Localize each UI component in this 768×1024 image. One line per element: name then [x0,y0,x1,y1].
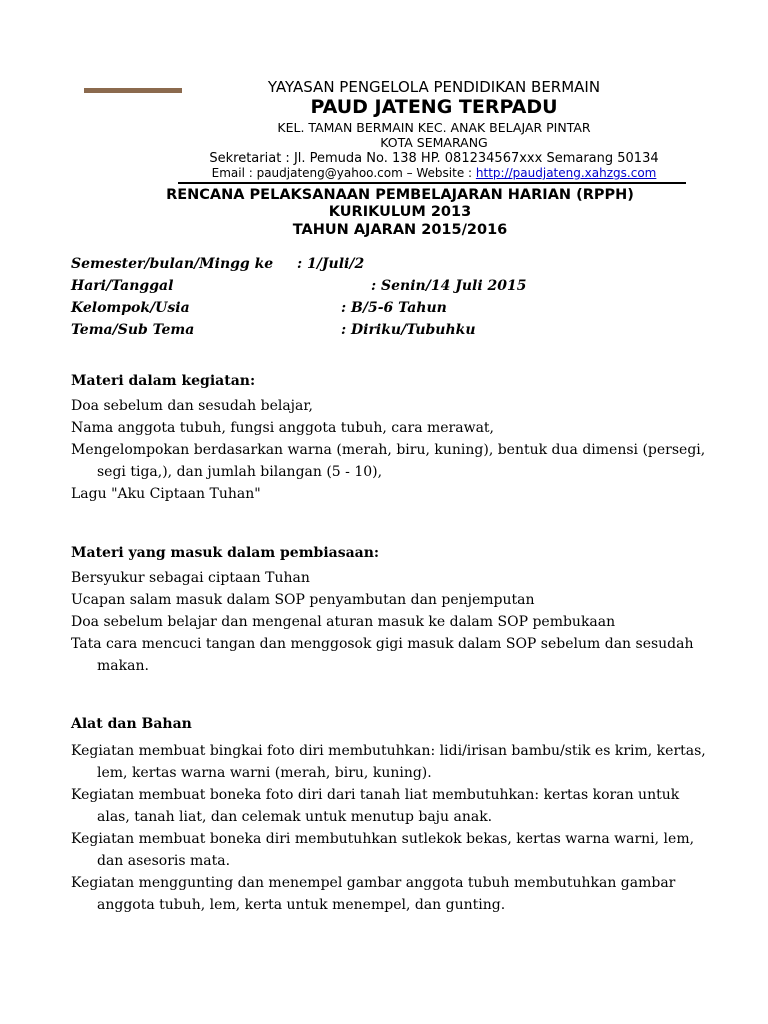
info-value-semester: : 1/Juli/2 [297,256,365,272]
contact-line [0,166,768,180]
list-item: Kegiatan membuat boneka foto diri dari tanah liat membutuhkan: kertas koran untuk alas, tanah liat, dan celemak untuk menutup baju anak. [71,787,680,825]
org-line: YAYASAN PENGELOLA PENDIDIKAN BERMAIN [267,78,601,96]
doc-title: RENCANA PELAKSANAAN PEMBELAJARAN HARIAN (RPPH) [166,187,634,203]
list-item: Kegiatan membuat boneka diri membutuhkan sutlekok bekas, kertas warna warni, lem, dan asesoris mata. [71,831,695,869]
list-item: Doa sebelum belajar dan mengenal aturan masuk ke dalam SOP pembukaan [71,614,616,630]
info-value-date: : Senin/14 Juli 2015 [371,278,527,294]
info-value-group: : B/5-6 Tahun [341,300,447,316]
list-item: Mengelompokan berdasarkan warna (merah, biru, kuning), bentuk dua dimensi (persegi, segi tiga,), dan jumlah bilangan (5 - 10), [71,442,706,480]
info-label-theme: Tema/Sub Tema [71,322,195,338]
section-list-materi [71,395,711,505]
address-line-1: KEL. TAMAN BERMAIN KEC. ANAK BELAJAR PINTAR [277,120,591,135]
doc-subtitle-year: TAHUN AJARAN 2015/2016 [292,222,508,238]
header-divider [178,182,686,184]
list-item: Kegiatan membuat bingkai foto diri membutuhkan: lidi/irisan bambu/stik es krim, kertas, lem, kertas warna warni (merah, biru, kuning). [71,743,706,781]
section-heading-materi: Materi dalam kegiatan: [71,373,256,389]
doc-subtitle-curriculum: KURIKULUM 2013 [328,204,472,220]
org-name: PAUD JATENG TERPADU [310,96,558,118]
list-item: Tata cara mencuci tangan dan menggosok gigi masuk dalam SOP sebelum dan sesudah makan. [71,636,694,674]
info-label-semester: Semester/bulan/Mingg ke [71,256,274,272]
info-label-group: Kelompok/Usia [71,300,190,316]
list-item: Doa sebelum dan sesudah belajar, [71,398,313,414]
info-label-date: Hari/Tanggal [71,278,174,294]
section-list-pembiasaan [71,567,711,677]
list-item: Lagu "Aku Ciptaan Tuhan" [71,486,261,502]
list-item: Ucapan salam masuk dalam SOP penyambutan dan penjemputan [71,592,535,608]
email-text: Email : paudjateng@yahoo.com – Website : [211,166,476,180]
list-item: Nama anggota tubuh, fungsi anggota tubuh, cara merawat, [71,420,494,436]
secretariat-line: Sekretariat : Jl. Pemuda No. 138 HP. 081234567xxx Semarang 50134 [209,151,659,166]
info-value-theme: : Diriku/Tubuhku [341,322,476,338]
section-heading-pembiasaan: Materi yang masuk dalam pembiasaan: [71,545,380,561]
list-item: Kegiatan menggunting dan menempel gambar anggota tubuh membutuhkan gambar anggota tubuh, lem, kerta untuk menempel, dan gunting. [71,875,676,913]
list-item: Bersyukur sebagai ciptaan Tuhan [71,570,310,586]
address-line-2: KOTA SEMARANG [380,135,488,150]
section-heading-alat: Alat dan Bahan [71,716,192,732]
section-list-alat [71,740,711,916]
website-link[interactable]: http://paudjateng.xahzgs.com [475,166,657,180]
